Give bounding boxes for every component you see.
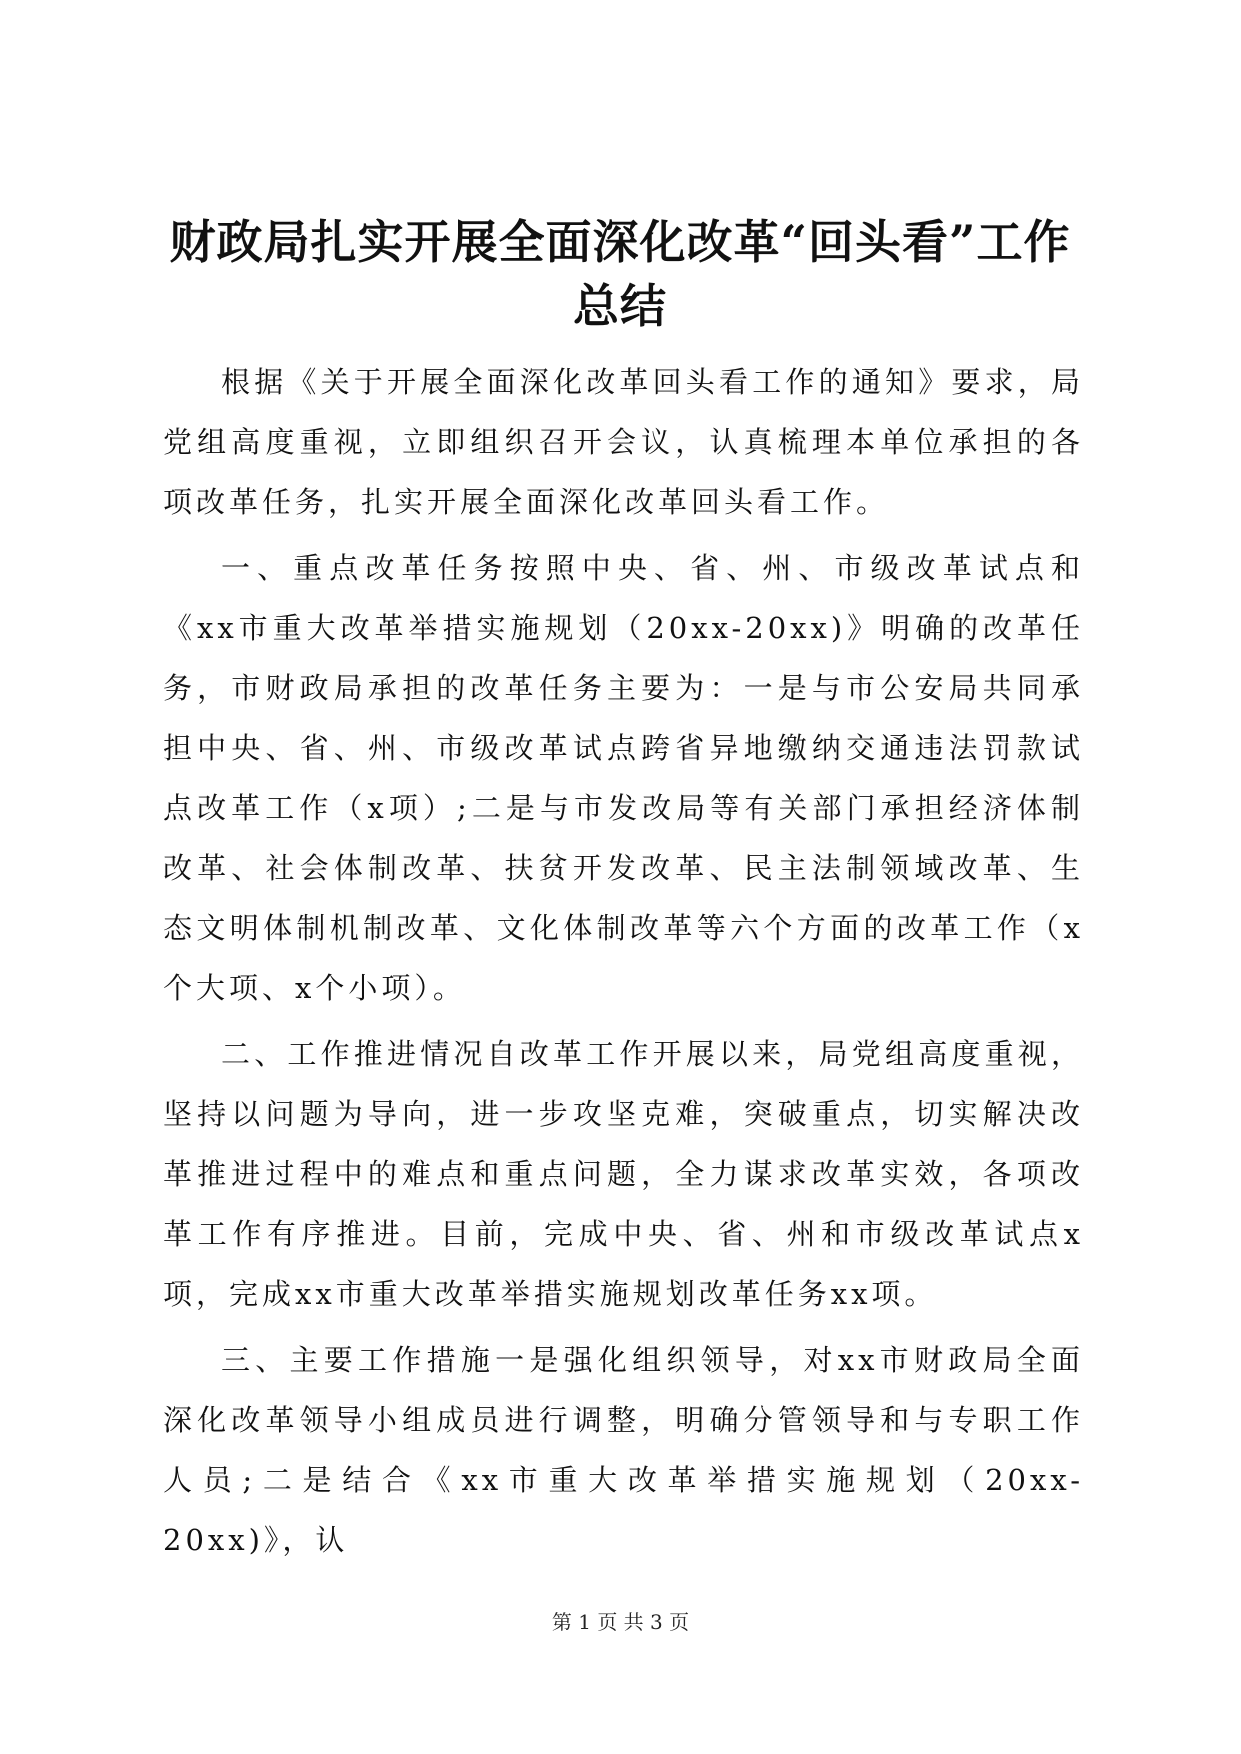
paragraph-progress: 二、工作推进情况自改革工作开展以来，局党组高度重视，坚持以问题为导向，进一步攻坚克难，突破重点，切实解决改革推进过程中的难点和重点问题，全力谋求改革实效，各项改革工作有序推进。目前，完成中央、省、州和市级改革试点x项，完成xx市重大改革举措实施规划改革任务xx项。 [163,1037,1084,1311]
document-title: 财政局扎实开展全面深化改革“回头看”工作总结 [169,215,1071,333]
paragraph-measures: 三、主要工作措施一是强化组织领导，对xx市财政局全面深化改革领导小组成员进行调整，明确分管领导和与专职工作人员;二是结合《xx市重大改革举措实施规划（20xx-20xx)》，认 [163,1343,1084,1557]
paragraph-reform-tasks: 一、重点改革任务按照中央、省、州、市级改革试点和《xx市重大改革举措实施规划（20xx-20xx)》明确的改革任务，市财政局承担的改革任务主要为：一是与市公安局共同承担中央、省、州、市级改革试点跨省异地缴纳交通违法罚款试点改革工作（x项）;二是与市发改局等有关部门承担经济体制改革、社会体制改革、扶贫开发改革、民主法制领域改革、生态文明体制机制改革、文化体制改革等六个方面的改革工作（x个大项、x个小项）。 [163,551,1084,1005]
page-footer: 第 1 页 共 3 页 [551,1610,690,1634]
paragraph-intro: 根据《关于开展全面深化改革回头看工作的通知》要求，局党组高度重视，立即组织召开会议，认真梳理本单位承担的各项改革任务，扎实开展全面深化改革回头看工作。 [163,365,1084,519]
document-body [163,352,1084,1576]
